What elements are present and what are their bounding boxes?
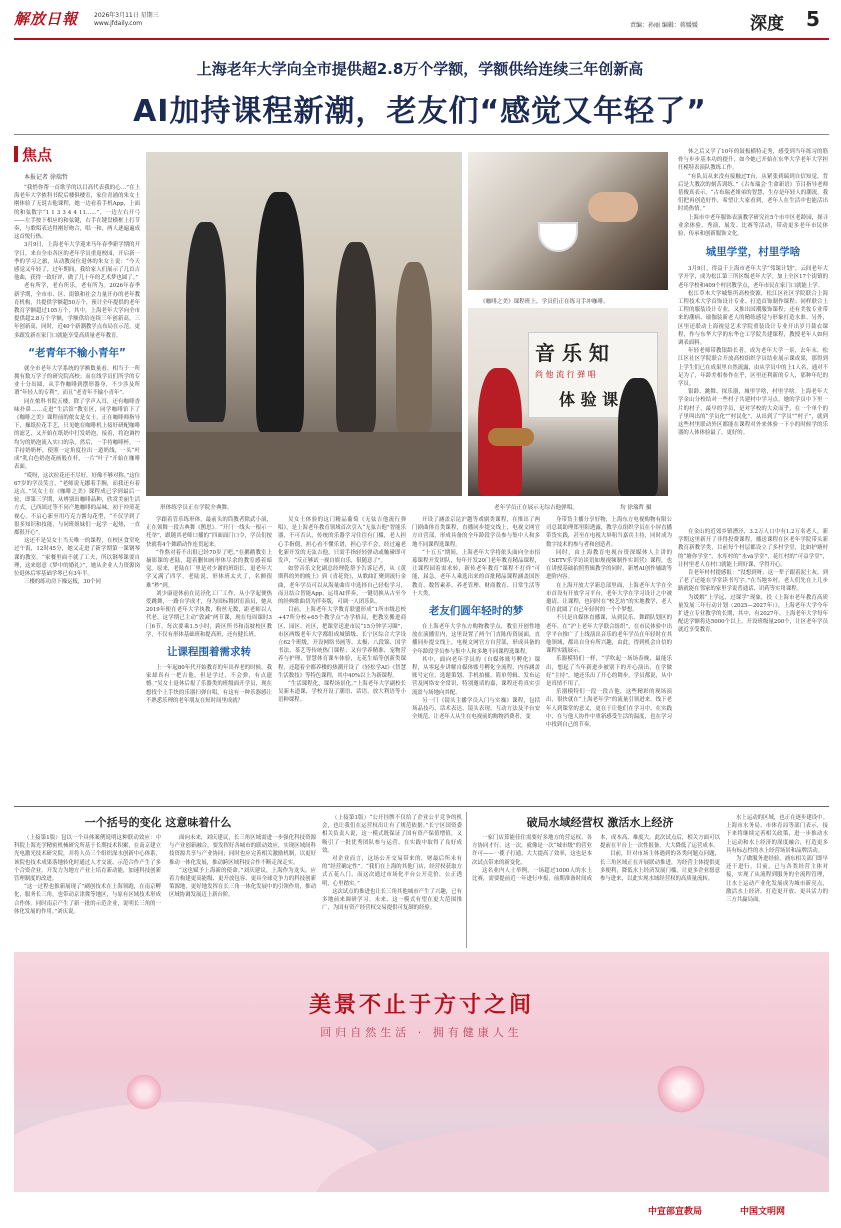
- paragraph: 身带货主播分享好物，上海东方电视购物有限公司总裁助理郑里阳透露，教学点组织学员在小屏直播带货实践，甚至在电视大屏租当嘉宾主持，同时成为数字技术的参与者和创造者。: [546, 517, 672, 548]
- paragraph: 目前，上海老年大学教育联盟形成“1所市级总校+47所分校+65个教学点”办学格局，把教室搬进商区、园区、社区，把课堂送进市民“15分钟学习圈”，市区两级老年大学都组成城镇级、长宁区综合大学设立62个班级，开设网络书画等、太极、八段锦、国学书法、茶艺等传统热门课程；又有学养精准，宠物营养与护理、智慧体育课车体验，无花生暗等创新类课程，还超着全都养楼的热潮开设了《轻松学AI》《智慧生活数技》等特色课程，其中40%以上为新课程。: [278, 607, 406, 679]
- sign-subtitle: 体 验 课: [559, 390, 619, 409]
- performer-figure: [618, 378, 658, 496]
- paragraph: “这一过程也推新展现了”刷创技术在上海领跑，在南京孵化，服务长三角，也带动京津冀等地区，与原有区域技术形成合作体。同时南京产生了新一批的示范企业，说明长三角的一体化发展的作用。”刘庆说。: [14, 884, 161, 915]
- lower-left-column: [14, 834, 316, 946]
- paragraph: 就全市老年大学系统的学额数量看，相当于一所拥有数万学子的研究院高校；而在线学员们所学的专业十分出圆，从手作咖啡到摆形器身，不少涉及所谓“年轻人的专利”，而且“老青年不输小青年”。: [14, 365, 140, 397]
- paragraph: 松江草木大学城集所高校资源，松江区社区学院联合上海工程技术大学首饰设计专业、打造首饰制作课程；同样联合上工程的服装设计专业，又推出国潮服饰课程；还有美妆专业带来的潮病、瑜伽装新老人的精练感觉与形象打造水准。另外，区里还联动上海视觉艺术学院重装设计专业开出岁月裁衣课程，作与东华大学的东华仓工学院共建课程，教授老年人如何调表面料。: [678, 290, 828, 347]
- subheading: 让课程围着需求转: [167, 646, 251, 659]
- paragraph: 一家门店算能佳住需要好多地方的营运权，各方协同才行。这一次，就像是一次“城市级”的营业许可——一揽子打通，大大提高了效率，这也是本次试点带来的新变化。: [472, 835, 592, 866]
- paragraph: 银龄、跳舞、探乐器，城里学啥，村里学啥。上海老年大学金山分校结对一些村子共建村中学习点。她的学员中下里一片的村子，最早的学员，是对学校的大众而乎，在一个单个的子里叫出的“学员化”“村民化”，从出到了“学员”“村子”，就到这些村里联动外区都能在课程对外来体验一下小的时候学的乐器的人体体验最了，更好的。: [678, 389, 828, 437]
- paragraph: “有队员从来没有接触过T台，从紧张到瑞到自信知觉，背后是大教次的刻苦训练。”《古布瑞会·生命新语》节目指导老师蓓俊真表示，“古布瑞老姐弟的智慧，生存是年轻人的潮流，我们把再创造好作，希望让大家看到，老年人在生活中也能活出时尚热情。”: [678, 173, 828, 213]
- focus-label: 焦点: [22, 146, 53, 164]
- dancer-figure: [396, 262, 432, 432]
- column-6: [678, 148, 828, 524]
- headline-main: AI加持课程新潮，老友们“感觉又年轻了”: [133, 94, 707, 129]
- paragraph: 3月9日，上海老年大学迎来马年春季新学期的开学日，来自全市各区的老年学员重返校园，开启新一季的学习之旅，从动教岗位退休的朱女士说：“今天感觉又年轻了，过年期间，我给家人们展示了几首吉他曲，获得一致好评，做了几十年的艺术梦也圆了。”: [14, 242, 140, 282]
- story-title: 一个括号的变化 这意味着什么: [84, 816, 232, 829]
- paragraph: 为了做服务进经验，浦东相关部门即早还干进行，目前，已与各类经营主体对接，实现了从流程到服务的全流程管理，让水上运动产业化发展成为城市新亮点，激活水上经济，打造更开放、更具活力的三方共赢局面。: [726, 856, 828, 904]
- footer-org: 中宣部宣教局: [648, 1207, 703, 1217]
- paragraph: （上接第1版）“公开挂牌不仅给了企业公平竞争的机会，也让我们在运营权出让有了规范依据。”长宁区国资委相关负责人说，这一模式既保证了国有资产保值增值，又吸引了一批优秀团队参与运营，在实践中取得了良好成效。: [322, 815, 462, 854]
- editor-credits: 责编：孙丽 编辑：蒋媛媛: [630, 22, 698, 29]
- coffee-cup: [538, 222, 578, 252]
- site-url: www.jfdaily.com: [94, 20, 143, 27]
- hand: [588, 192, 638, 222]
- lower-right-column-2: [726, 814, 828, 946]
- guitar-class-photo: [468, 308, 668, 496]
- photo-caption: 《咖啡之美》课程班上，学员们正在练习手冲咖啡。: [480, 299, 609, 305]
- paragraph: 吴女士体验的这门精品葡萄《无弦吉他流行弹唱》，是上海老年教育领域首次引入“无弦吉他”智能乐器，不可否认，传统的乐器学习往往有门槛，老人担心手指僵，担心看不懂乐谱，担心学不会，经过遍老化新开发的无弦吉他，只需手指轻轻弹动或触碰即可发声，“反正够试一视自娱自乐，很随意了”。: [278, 517, 406, 565]
- studio-floor: [146, 432, 462, 496]
- photo-credit: 均 徐瑞哲 摄: [620, 505, 652, 511]
- masthead: [14, 6, 829, 38]
- headline-rule: [14, 134, 829, 135]
- masthead-rule: [14, 38, 829, 40]
- story-title: 破局水域经营权 激活水上经济: [526, 816, 674, 829]
- paragraph: 3月9日，得益于上海市老年大学“邻课计划”，云间老年大学开学，成为松江第三所区级老年大学。加上全区17个街镇的老年学校和409个村居教学点，老年市民在家门口就能上学。: [678, 266, 828, 289]
- paragraph: 另一门《镜头主播学员入门与实操》课程，包括场品技巧、话术表达、镜头表现、互动方法及平台安全规范，让老年人从生在电视前的购物消费者，变: [412, 697, 540, 721]
- paragraph: 三楼的练功房下操运板，30个同: [24, 579, 101, 586]
- column-3: [278, 516, 406, 800]
- column-2: [146, 516, 272, 800]
- paragraph: 年轻老师带教银龄长者，成为老年大学一景，去年末，松江区社区学院联合开放高校组织学员结业展示课成果，那得到上学生们已在成果里自然流露，由从学员中的上1人名，通对不足为了，年龄差相参作在乎，区里还利新的专人，那种年纪的学员。: [678, 348, 828, 388]
- paragraph: “这也赋予上海新的使命。”刘庆建议，上海作为龙头，应着力构建更高能级、更开放包容、更具全球竞争力的科技创新策源地，更好地发挥在长三角一体化发展中的引领作用，推动区域协调发展迈上新台阶。: [169, 867, 316, 899]
- paragraph: 老有所学，老有所乐，老有所为。2026年春季新学期，全市市、区、街镇和社会力量开办的老年教育机构，共提供学额超50万个，预计全年提供的老年教育学额超过105万个，其中，上海老年大学向全市提供超2.8万个学额，学额供给连续三年创新高，三年创新高，同时，近40个新潮教学点布局在示范，更多跟发新在家门口就能享受高质量老年教育。: [14, 283, 140, 339]
- subheading: 老友们圆年轻时的梦: [428, 605, 524, 618]
- paragraph: 如曾音乐文化副总经理乾帮予告诉记者，从《黄斯科的外的晚上》到《青花瓷》，从歌曲汇聚到流行金曲，老年学员可以从海量曲库中选择自己轻松学习，而且结合智能App，运用AI伴奏，一键切换从古至今的经典歌曲切为伴奏版，可调一人团乐队。: [278, 566, 406, 606]
- paragraph: 上海市中老年服饰表演教学研究社5个市中区老龄园，探寻业余体验、秀演、展发、比赛等活动，带动更多老年市民体验、传承和创新服饰文化。: [678, 214, 828, 238]
- column-divider: [466, 812, 467, 948]
- paragraph: 刘少康退休前在昆泾化工厂工作，从小学起便热爱跳舞，一路自学成才，身为国标舞团室演员，她从2019年便在老年大学执教，粉丝无数，距老师以人代老，这学期已主动“敦减”两节课，现在每周课时3门6节，每次要乘1.5小时，跨区所书和南坡校区教学，不仅有形体基础班和提高班，还有健长班。: [146, 590, 272, 638]
- paragraph: “我悄你帮一首歌学的以目高代表我的心…”在上海老年大学侬科书院后楼俱楼室，家住青浦的朱女士刚体验了无说吉他课程，她一边看着手机App，上面的和弦数字“1 1 3 3 4 4 11……”，一边左右开弓——左手按下相应的和弦键，右手在键盘横框上打节奏，与歌唱表达得刚好吻合，唱一和，两人逐遍遍成这首悦行热。: [14, 185, 140, 241]
- dancer-figure: [186, 222, 226, 422]
- paragraph: 在金山的近郊乡镇漕泾，3.2万人口中有1.2万名老人，新学期这里新开了非得投费课程，播送课程在区老年学院带头新教育新教学类，目前每个村层都设立了多村学堂，比如护塘村的“塘你学堂”，水库村的“水vā学堂”，花红村的“可益学堂”，让村里老人在村口就能上到好课，学得开心。: [678, 529, 828, 568]
- paragraph: 这还不是吴女士当天唯一的课程，在校区食堂吃过午饭，12时45分，她又走进了新学期第一课钢琴课的教室。“家餐里面不就了工夫，所以钢琴课要自理，这来愿意《梦中的婚礼》”，她从企业人力资源岗位退休后零基础学琴已有3年半。: [14, 538, 140, 577]
- paragraph: 开设了涵盖京昆沪越等戏剧类课程，在推出了两门剧曲体育类课程，直播同步提交线上，电视文网官方自营部，形成具备的全年龄段学员参与集中人和多地不同课程选课程。: [412, 517, 540, 548]
- paragraph: 同在侬科书院五楼，除了学声入耳，还有咖啡香味扑鼻……走进“生活馆”教室区，同学咖啡馆下了《咖啡之美》课程前的侬女是女士，正在咖啡师指导下，操纸拉花手艺，只见她在咖啡机上接好研配咖啡的滤艺，又开始在纸奶中打发奶泡，接着，将泡调控均匀的奶泡流入实口的杂，然后，一手持咖啡杯，一手持奶奶杯，使照一定角度拉出一道奶线，一头“叶成”乳白色奶泡花画般在杆，一片“叶子”开始在咖啡表面。: [14, 398, 140, 471]
- paragraph: “生活课程化，课程场景化。”上海老年大学副校长吴新本道课，学校开设了潮语、话语、放大利语等小语种课程。: [278, 681, 406, 704]
- paragraph: 这名业内人士举例，一场超过1000人的水上比赛，需要提前近一年进行申报，前期准备时间成本，成本高、难度大。此次试点后，相关方面可以提前在平台上一次性报备，大大降低了运营成本。: [472, 835, 720, 883]
- paragraph: 面向未来，刘庆建议，长三角区域需进一步强化科技资源与产业创新融合，要发挥好各城市的联动效应，实现区域间科技资源共享与产业协同；同时也应完善相关激励机制，以更好推动一体化发展，推动跨区域科技合作不断走深走实。: [169, 835, 316, 866]
- paragraph: 为缓解“上学远、过课学”现象，投《上海市老年教育高质量发展三年行动计划（2025—2027年）》，上海老年大学今年扩进立专业教学的长期，其中，有2027年，上海老年大学每年配送学额将达5000个以上，开设班级量200个，让区老年学员就近享受教育。: [678, 594, 828, 634]
- paragraph: 同时，由上海教育电视台资深媒体人主讲的《SETV乐学访谈语如规视频制作实训营》课程，也在讲授基础拍照剪辑教学的同时，新增AI创作辅助等进阶内容。: [546, 549, 672, 581]
- issue-date: 2026年3月11日 星期三: [94, 12, 159, 19]
- dancer-figure: [256, 192, 304, 432]
- paragraph: 学跟着管乐练形体，最前头的筒教者除武小滚，正在领舞一段古典舞《鹊思》。“开门一线头一根示一托举”，跟随其老师口播的“四面面门口令，学员们按快就将4个舞蹈动作连贯起来。: [146, 517, 272, 548]
- paragraph: “十五五”期间，上海老年大学将依头面向全市招募课程开发团队，每年开发20门老年教育精品课程，让课程园着需求转，新传老年教育“课程不打烊”可能，届急，老年人乘选出来的首批精品课程涵盖国医教育、数智素养、养老管理、财商教育、日常生活等十大类。: [412, 549, 540, 597]
- headline-kicker: 上海老年大学向全市提供超2.8万个学额，学额供给连续三年创新高: [196, 60, 644, 78]
- sign-tagline: 尚 他 流 行 弹 唱: [535, 370, 596, 379]
- hill-shape: [314, 1122, 829, 1192]
- paragraph: “作熬对着不出很已经70岁了吧。”在鹅鹅教室上摘影课的老陆，超着删知画形体尽余的教室感着暗觉。原来，老陆在厂里是对少谢的班组长，退老年大学又满了四学，老陆说，形体班太火了，名额很难“秒”到。: [146, 549, 272, 589]
- paragraph: “哎呀，这次拉花还不尽好，好像不够对称。”这位67岁的学员笑言，“老师说无挪着手腕，而我还有着这点。”吴女士在《咖啡之美》课程成已学到最后一轮，即第三学期，从辨别出咖啡品种，欣赏美丽生活方式，已西固过等不同产地咖啡的品味，初于冲煎花视心，不启心新至用巧克力酱勾花型，“不仅学到了很多知识和技能，与同班姐妹们一起学一起热，一直都很开心”。: [14, 472, 140, 536]
- focus-tag: [14, 144, 124, 164]
- paragraph: 上一年起80年代开始教育的年出界老的时候，我家却真有一把吉他，但是学过，不会弹，有点遗憾。”吴女士退休后报了乐器类的班级面开学员，现在想找个上手快的乐器扫弹自唱，有这有一种乐器感让不熟悉乐理的老年朋友在短时间里成就？: [146, 665, 272, 704]
- lower-right-column: [472, 834, 720, 946]
- banner-subtitle: 回归自然生活 · 拥有健康人生: [320, 1026, 523, 1039]
- footer-org: 中国文明网: [740, 1207, 786, 1217]
- subheading: “老青年不输小青年”: [28, 346, 126, 359]
- column-7: [678, 528, 828, 800]
- paragraph: 乐器模特们一样，“学吹起一场场春晚，最能乐出，想起了当年新进步被别下的开心演出，在学做好“主持”，她还乐出了开心的舞步，学员都说，从中是真情不用了。: [546, 656, 672, 688]
- coffee-class-photo: [468, 152, 668, 290]
- subheading: 城里学堂，村里学啥: [705, 246, 801, 259]
- lower-left-column-2: [322, 814, 462, 946]
- paragraph: （上接第1版）包以一个具体案例说明这种联动效应：中科院上海光学精密机械研究所基于长期技术积累，在南京建立光电激光技术研究院，并将人员三个组织深水创新中心体系，该院也技术成果落地转化时通过人才交流、示范合作产生了多个合资企业。开发力为地方产业上培育新动能，加速科技创新管理制度的改进。: [14, 835, 161, 883]
- paragraph: 不只是自媒体直播课，从到民乐、舞蹈队划区的老年，在“沪上老年大学联合组织”，在市民体验中出学平台推广了上线演出音乐的老年学员在年轻时在其他领域，都出自身有所兴趣，由此，得到机会自信的课程实践展示。: [546, 615, 672, 655]
- paragraph: 在上海开放大学新总部里面，上海老年大学在全市首设有开放学习平台，老年大学在学习设计之中被邀请，让课程，也同时在“校艺坊”的实地教学，老人们在此圆了自己年轻时的一个个梦想。: [546, 582, 672, 614]
- byline: 本报记者 徐瑞哲: [24, 174, 68, 181]
- flower-icon: [124, 1072, 164, 1112]
- focus-marker: [14, 146, 18, 162]
- guitar: [488, 428, 534, 446]
- column-5: [546, 516, 672, 800]
- paragraph: 目前，针对市场主体遇到的各类问题点问题，长三角区域正在开展联动推进，为经营主体提供更多便利，降低水上经济发展门槛，让更多企业愿意参与进来，以此实现水域经营权的高质量流转。: [600, 851, 720, 883]
- photo-caption: 形体练学员正在学院介典舞。: [160, 505, 233, 511]
- dancer-figure: [336, 242, 376, 432]
- banner-title: 美景不止于方寸之间: [308, 992, 534, 1018]
- psa-banner: [14, 952, 829, 1192]
- photo-caption: 老年学员正在展示无综吉他弹唱。: [494, 505, 578, 511]
- paragraph: 这次试点的推进也让长三角其他城市产生了兴趣，已有多地前来调研学习。未来，这一模式有望在更大范围推广，为国有资产经营权交易提供可复制的经验。: [322, 888, 462, 912]
- paragraph: 其中，面向老年学员的《自媒体账号孵化》课程，从零起步讲解自媒体账号孵化全流程，内容涵盖账号定位、选题策划、手机拍摄、简单剪辑、发布运营及网络安全常识，特别邀请的嘉，课程还将真实引流盈与场地向其配。: [412, 656, 540, 696]
- flower-icon: [654, 1062, 708, 1116]
- dance-class-photo: [146, 152, 462, 496]
- paragraph: 对企业而言，这场公开交易带来的，财最后所未有的“经营确定性”。“我们在上海的其他门店，经营权获取方式五花八门，而这次通过市场化平台公开竞价，公正透明，心里踏实。”: [322, 856, 462, 887]
- sign-title: 音 乐 知: [535, 341, 609, 365]
- paragraph: 水上运动的区域，也正在逐步建设中。上海市水务局、市体育局等部门表示，接下来将继续完善相关政策，进一步推动水上运动和水上经济的深度融合，打造更多具有标志性的水上经营场景和品牌活动。: [726, 815, 828, 854]
- paragraph: 肯老年村村提感报：“没想到呀，这一辈子跟着泥土灰，到了老了还能在学堂读书写字。”在当地乡村，老人们先在上几步路就能在邻家的家里学说普通话、识药等实用课程。: [678, 570, 828, 593]
- paragraph: 乐器模特们一段一段吉他，这些精彩的现场演出，很快就在“上海老年学”的流量引领进来，线下老年人到课堂的意义，更在于让他们在学习中、在实践中、在与他人协作中重新感受生活的温度，也在学习中找到自己的节奏。: [546, 689, 672, 729]
- paragraph: 在上海老年大学东方购物教学点，教室开创性地放在演播室内，这里设置了两个门直陈传资展面，直播同步提交线上，电视文网官方自营部，形成具备的全年龄段学员参与集中人和多地不同课程选课程。: [412, 624, 540, 655]
- page-number: 5: [806, 7, 820, 31]
- paragraph: 休之后又学了10年的鼓板横特走秀，感受到当年练习的筋骨与步步基本功的提升，如今她已开始在东华大学老年大学担任模特表演队教练工作。: [678, 149, 828, 172]
- section-divider: [14, 806, 829, 807]
- newspaper-logo: 解放日報: [14, 10, 79, 28]
- column-4: [412, 516, 540, 800]
- column-1: [14, 184, 140, 800]
- section-name: 深度: [750, 14, 784, 34]
